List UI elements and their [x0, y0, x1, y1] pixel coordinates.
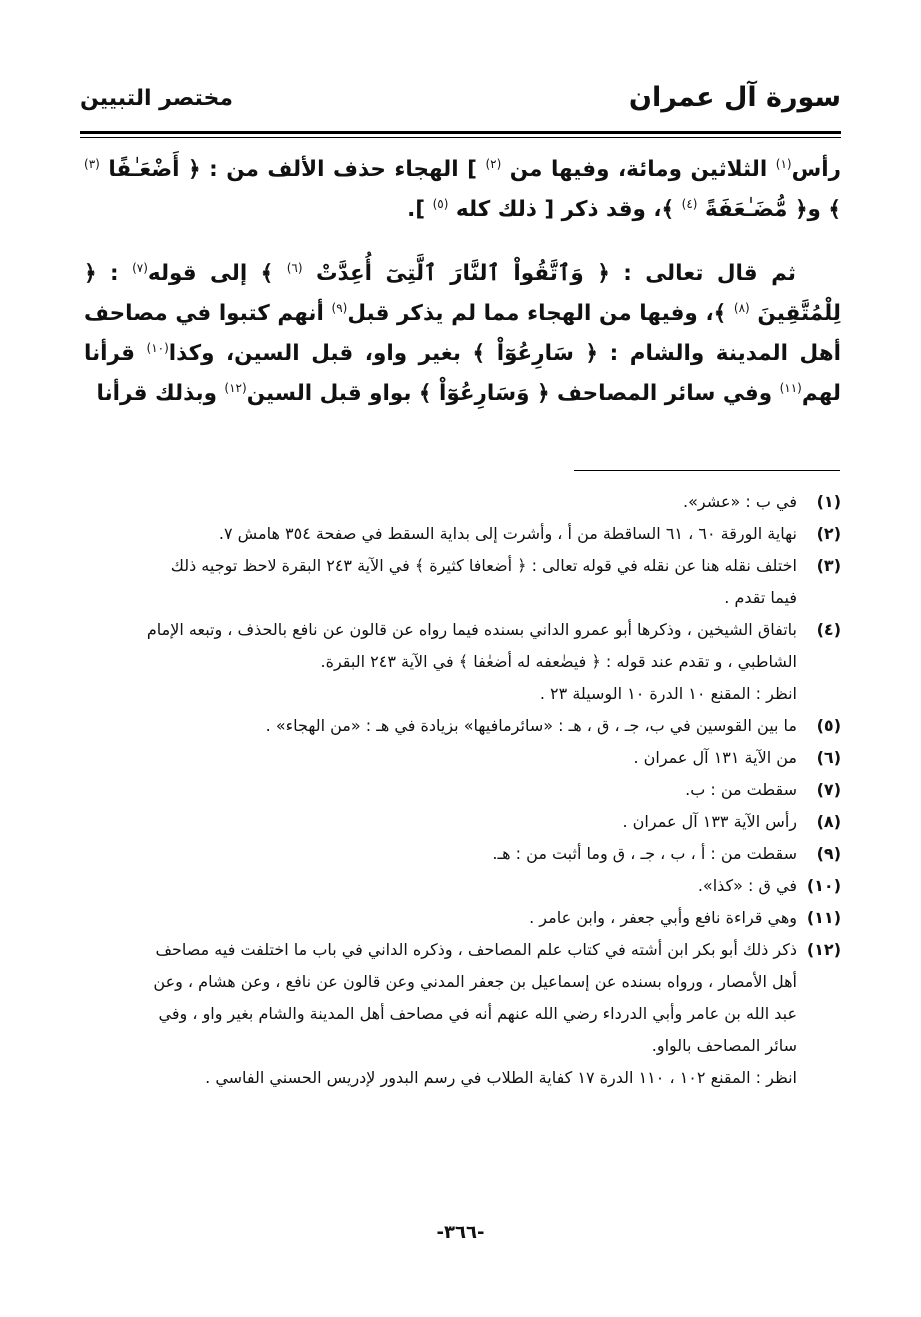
footnote-text [84, 550, 797, 614]
text-run: وفي سائر المصاحف ﴿ وَسَارِعُوٓاْ ﴾ بواو قبل السين [246, 381, 780, 406]
footnote-text [84, 902, 797, 934]
footnote-number: (١) [816, 492, 841, 511]
footnote-marker[interactable]: (٨) [733, 300, 750, 315]
text-run: وبذلك قرأنا [96, 381, 225, 406]
footnote-line: اختلف نقله هنا عن نقله في قوله تعالى : ﴿ أضعافا كثيرة ﴾ في الآية ٢٤٣ البقرة لاحظ توجيه ذلك [170, 556, 797, 575]
footnote-marker[interactable]: (٣) [84, 156, 100, 171]
footnote-separator [574, 470, 840, 471]
footnote-marker[interactable]: (١١) [779, 380, 802, 395]
footnote-marker[interactable]: (٧) [132, 260, 148, 275]
footnote [84, 486, 841, 518]
text-run: الثلاثين ومائة، وفيها من [501, 157, 776, 182]
footnote-text [84, 838, 797, 870]
footnote-number: (٥) [816, 716, 841, 735]
footnote-number: (١٢) [806, 940, 841, 959]
footnote-line: فيما تقدم . [724, 588, 797, 607]
surah-title: سورة آل عمران [628, 82, 841, 113]
book-title: مختصر التبيين [80, 86, 234, 111]
footnote-text [84, 934, 797, 1094]
footnote-text [84, 870, 797, 902]
footnote-line: أهل الأمصار ، ورواه بسنده عن إسماعيل بن جعفر المدني وعن قالون عن نافع ، وعن هشام ، وعن [153, 972, 797, 991]
footnote-line: سائر المصاحف بالواو. [651, 1036, 797, 1055]
footnote-line: الشاطبي ، و تقدم عند قوله : ﴿ فيضٰعفه له أضعٰفا ﴾ في الآية ٢٤٣ البقرة. [320, 652, 797, 671]
footnote-text [84, 518, 797, 550]
footnote-line: رأس الآية ١٣٣ آل عمران . [622, 812, 797, 831]
footnote-line: نهاية الورقة ٦٠ ، ٦١ الساقطة من أ ، وأشرت إلى بداية السقط في صفحة ٣٥٤ هامش ٧. [218, 524, 797, 543]
footnote [84, 742, 841, 774]
footnote-line: في ب : «عشر». [682, 492, 797, 511]
footnote-number: (٤) [816, 620, 841, 639]
footnote [84, 838, 841, 870]
footnote-line: في ق : «كذا». [697, 876, 797, 895]
text-run: ثم قال تعالى : ﴿ وَٱتَّقُواْ ٱلنَّارَ ٱلَّتِىٓ أُعِدَّتْ [302, 261, 797, 286]
footnote [84, 710, 841, 742]
text-run: ﴾ و﴿ مُّضَـٰعَفَةً [697, 197, 841, 222]
footnote-line: عبد الله بن عامر وأبي الدرداء رضي الله عنهم أنه في مصاحف أهل المدينة والشام بغير واو ، وفي [158, 1004, 797, 1023]
footnote-marker[interactable]: (٥) [432, 196, 449, 211]
footnote-text [84, 742, 797, 774]
footnote-number: (٦) [816, 748, 841, 767]
footnote [84, 774, 841, 806]
running-header [80, 82, 841, 122]
footnote-line: باتفاق الشيخين ، وذكرها أبو عمرو الداني بسنده فيما رواه عن قالون عن نافع بالحذف ، وتبعه الإمام [146, 620, 797, 639]
text-run: ﴾ إلى قوله [147, 261, 287, 286]
paragraph-2 [84, 254, 841, 414]
page-number: -٣٦٦- [436, 1222, 485, 1243]
text-run: ﴾، وفيها من الهجاء مما لم يذكر قبل [347, 301, 734, 326]
footnote-line: انظر : المقنع ١٠٢ ، ١١٠ الدرة ١٧ كفاية الطلاب في رسم البدور لإدريس الحسني الفاسي . [205, 1068, 797, 1087]
footnote-line: ذكر ذلك أبو بكر ابن أشته في كتاب علم المصاحف ، وذكره الداني في باب ما اختلفت فيه مصاحف [155, 940, 797, 959]
footnote-marker[interactable]: (١٢) [224, 380, 247, 395]
footnote [84, 934, 841, 1094]
text-run: : ﴿ لِلْمُتَّقِينَ [84, 261, 841, 326]
footnote [84, 550, 841, 614]
text-run: ]. [407, 197, 433, 222]
footnote-number: (١١) [806, 908, 841, 927]
footnotes [84, 486, 841, 1094]
footnote-line: وهي قراءة نافع وأبي جعفر ، وابن عامر . [529, 908, 797, 927]
footnote-line: من الآية ١٣١ آل عمران . [633, 748, 797, 767]
footnote-marker[interactable]: (٢) [485, 156, 502, 171]
text-run: ] الهجاء حذف الألف من : ﴿ أَضْعَـٰفًا [99, 157, 486, 182]
footnote-number: (٨) [816, 812, 841, 831]
footnote-marker[interactable]: (٦) [286, 260, 303, 275]
text-run: قرأنا لهم [84, 341, 841, 406]
footnote-text [84, 486, 797, 518]
footnote [84, 614, 841, 710]
text-run: أنهم كتبوا في مصاحف أهل المدينة والشام : ﴿ سَارِعُوٓاْ ﴾ بغير واو، قبل السين، وكذا [84, 301, 841, 366]
text-run: ﴾، وقد ذكر [ ذلك كله [448, 197, 682, 222]
footnote [84, 806, 841, 838]
footnote-line: سقطت من : أ ، ب ، جـ ، ق وما أثبت من : هـ. [492, 844, 797, 863]
main-text [84, 150, 841, 414]
footnote-line: ما بين القوسين في ب، جـ ، ق ، هـ : «سائرمافيها» بزيادة في هـ : «من الهجاء» . [265, 716, 797, 735]
footnote [84, 870, 841, 902]
footnote-line: انظر : المقنع ١٠ الدرة ١٠ الوسيلة ٢٣ . [539, 684, 797, 703]
footnote-text [84, 774, 797, 806]
paragraph-1 [84, 150, 841, 230]
footnote [84, 902, 841, 934]
footnote-number: (٩) [816, 844, 841, 863]
footnote-marker[interactable]: (١) [775, 156, 792, 171]
footnote-text [84, 614, 797, 710]
footnote-text [84, 710, 797, 742]
footnote [84, 518, 841, 550]
footnote-line: سقطت من : ب. [685, 780, 797, 799]
footnote-marker[interactable]: (٤) [681, 196, 698, 211]
footnote-text [84, 806, 797, 838]
footnote-marker[interactable]: (١٠) [146, 340, 169, 355]
text-run: رأس [791, 157, 841, 182]
footnote-number: (٣) [816, 556, 841, 575]
footnote-marker[interactable]: (٩) [331, 300, 348, 315]
header-rule [80, 131, 841, 134]
footnote-number: (٧) [816, 780, 841, 799]
footnote-number: (١٠) [806, 876, 841, 895]
footnote-number: (٢) [816, 524, 841, 543]
